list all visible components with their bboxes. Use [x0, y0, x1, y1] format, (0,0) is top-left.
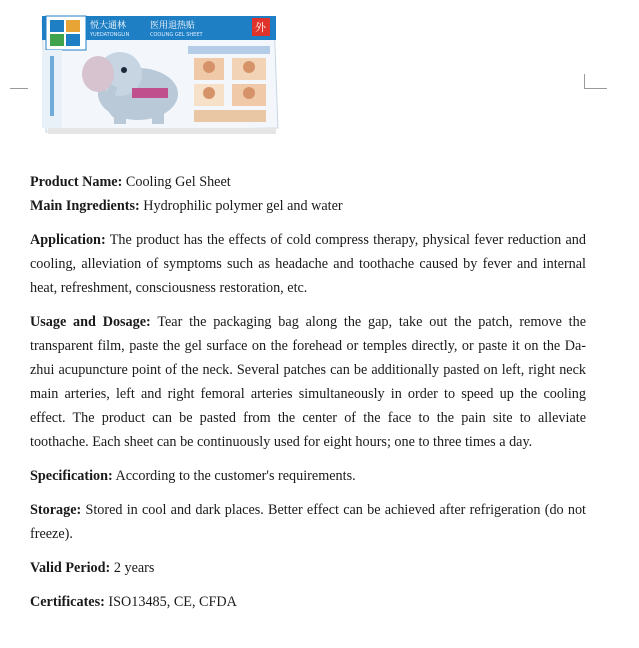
field-label: Main Ingredients: — [30, 198, 140, 214]
page-margin-corner-right — [584, 74, 607, 89]
field-valid-period — [30, 556, 586, 580]
field-label: Usage and Dosage: — [30, 314, 151, 330]
field-product-name — [30, 170, 586, 194]
field-value: ISO13485, CE, CFDA — [108, 594, 237, 610]
field-value: The product has the effects of cold compress therapy, physical fever reduction and cooling, alleviation of symptoms such as headache and toothache caused by fever and internal heat, refreshment, consciousness restoration, etc. — [30, 232, 586, 296]
field-value: 2 years — [113, 560, 155, 576]
field-label: Certificates: — [30, 594, 105, 610]
title-en: COOLING GEL SHEET — [150, 32, 203, 38]
field-certificates — [30, 590, 586, 614]
brand-cn: 悦大通林 — [90, 21, 127, 31]
field-value: Hydrophilic polymer gel and water — [143, 198, 343, 214]
field-label: Application: — [30, 232, 106, 248]
product-spec-text — [30, 170, 586, 624]
field-label: Storage: — [30, 502, 82, 518]
title-cn: 医用退热贴 — [150, 21, 196, 31]
external-use-mark: 外 — [255, 21, 266, 34]
field-value: Tear the packaging bag along the gap, take out the patch, remove the transparent film, paste the gel surface on the forehead or temples directly, or paste it on the Da-zhui acupuncture point of the neck. Several patches can be additionally pasted on left, right neck main arteries, left and right femoral arteries simultaneously in order to speed up the cooling effect. The product can be pasted from the center of the face to the pain site to alleviate toothache. Each sheet can be continuously used for eight hours; one to three times a day. — [30, 314, 586, 450]
field-specification — [30, 464, 586, 488]
brand-en: YUEDATONGLIN — [90, 32, 130, 38]
field-value: Stored in cool and dark places. Better effect can be achieved after refrigeration (do not freeze). — [30, 502, 586, 542]
field-label: Valid Period: — [30, 560, 111, 576]
field-usage-dosage — [30, 310, 586, 454]
field-value: Cooling Gel Sheet — [125, 174, 231, 190]
field-label: Product Name: — [30, 174, 123, 190]
field-value: According to the customer's requirements. — [115, 468, 356, 484]
product-package-image — [28, 4, 286, 138]
field-label: Specification: — [30, 468, 113, 484]
field-application — [30, 228, 586, 300]
field-main-ingredients — [30, 194, 586, 218]
field-storage — [30, 498, 586, 546]
